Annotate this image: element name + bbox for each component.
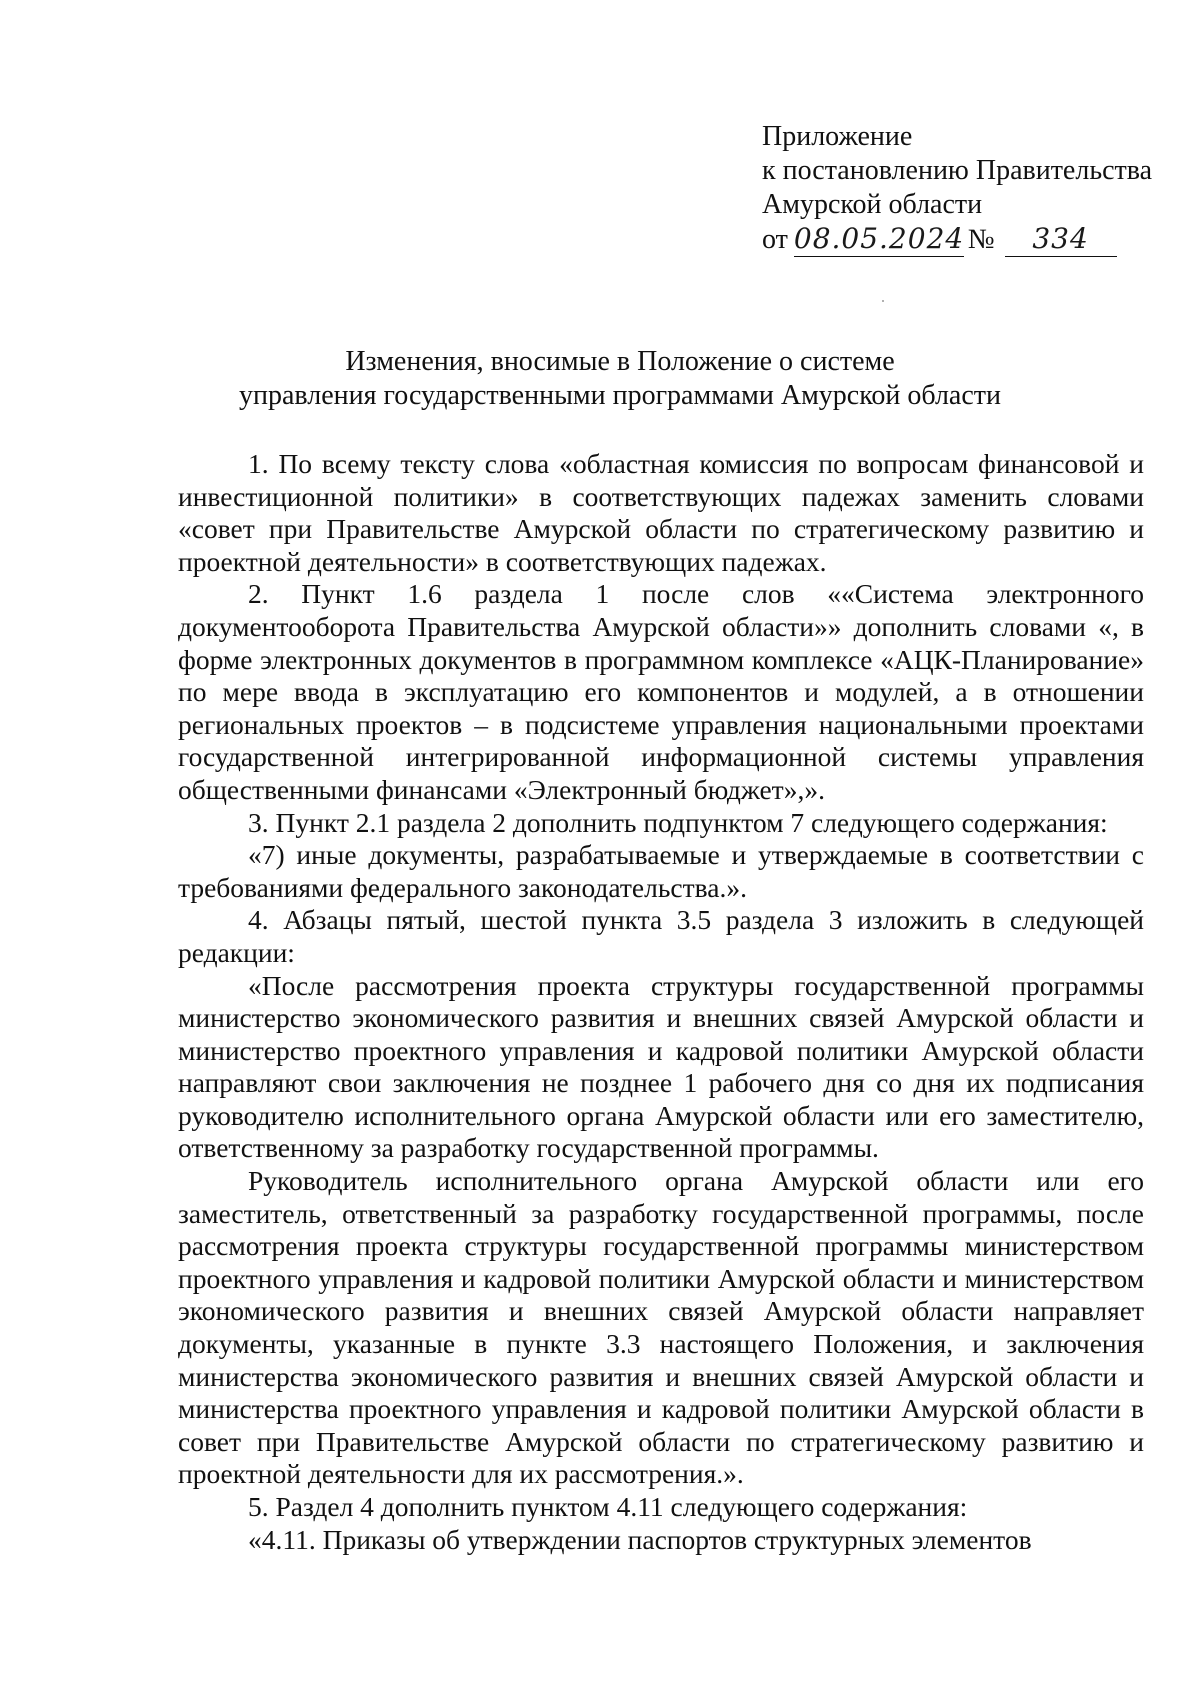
- document-body: [178, 448, 1144, 1556]
- paragraph-2: 2. Пункт 1.6 раздела 1 после слов ««Система электронного документооборота Правительства Амурской области»» дополнить словами «, в форме электронных документов в программном комплексе «АЦК-Планирование» по мере ввода в эксплуатацию его компонентов и модулей, а в отношении региональных проектов – в подсистеме управления национальными проектами государственной интегрированной информационной системы управления общественными финансами «Электронный бюджет»,».: [178, 578, 1144, 805]
- handwritten-number: 334: [1005, 222, 1117, 257]
- title-line-2: управления государственными программами Амурской области: [238, 380, 1001, 411]
- appendix-label: Приложение: [762, 121, 913, 152]
- paragraph-6: «После рассмотрения проекта структуры государственной программы министерство экономического развития и внешних связей Амурской области и министерство проектного управления и кадровой политики Амурской области направляют свои заключения не позднее 1 рабочего дня со дня их подписания руководителю исполнительного органа Амурской области или его заместителю, ответственному за разработку государственной программы.: [178, 969, 1144, 1164]
- scan-speck: [882, 300, 884, 302]
- paragraph-9: «4.11. Приказы об утверждении паспортов структурных элементов: [248, 1523, 1032, 1555]
- paragraph-8: 5. Раздел 4 дополнить пунктом 4.11 следующего содержания:: [248, 1491, 968, 1522]
- paragraph-5: 4. Абзацы пятый, шестой пункта 3.5 раздела 3 изложить в следующей редакции:: [178, 904, 1144, 968]
- date-prefix: от: [762, 224, 788, 255]
- paragraph-3: 3. Пункт 2.1 раздела 2 дополнить подпунктом 7 следующего содержания:: [248, 806, 1108, 838]
- document-title: [180, 345, 1060, 413]
- handwritten-date: 08.05.2024: [793, 222, 965, 255]
- paragraph-7: Руководитель исполнительного органа Амурской области или его заместитель, ответственный за разработку государственной программы, после рассмотрения проекта структуры государственной программы министерством проектного управления и кадровой политики Амурской области и министерством экономического развития и внешних связей Амурской области направляет документы, указанные в пункте 3.3 настоящего Положения, и заключения министерства экономического развития и внешних связей Амурской области и министерства проектного управления и кадровой политики Амурской области в совет при Правительстве Амурской области по стратегическому развитию и проектной деятельности для их рассмотрения.».: [178, 1165, 1144, 1490]
- appendix-header: [762, 120, 1162, 257]
- appendix-resolution-line: к постановлению Правительства: [762, 155, 1153, 186]
- title-line-1: Изменения, вносимые в Положение о системе: [345, 346, 895, 377]
- number-sign: №: [967, 224, 995, 255]
- appendix-date-line: [762, 222, 1162, 257]
- appendix-region-line: Амурской области: [762, 189, 983, 220]
- paragraph-1: 1. По всему тексту слова «областная комиссия по вопросам финансовой и инвестиционной политики» в соответствующих падежах заменить словами «совет при Правительстве Амурской области по стратегическому развитию и проектной деятельности» в соответствующих падежах.: [178, 448, 1144, 577]
- paragraph-4: «7) иные документы, разрабатываемые и утверждаемые в соответствии с требованиями федерального законодательства.».: [178, 839, 1144, 903]
